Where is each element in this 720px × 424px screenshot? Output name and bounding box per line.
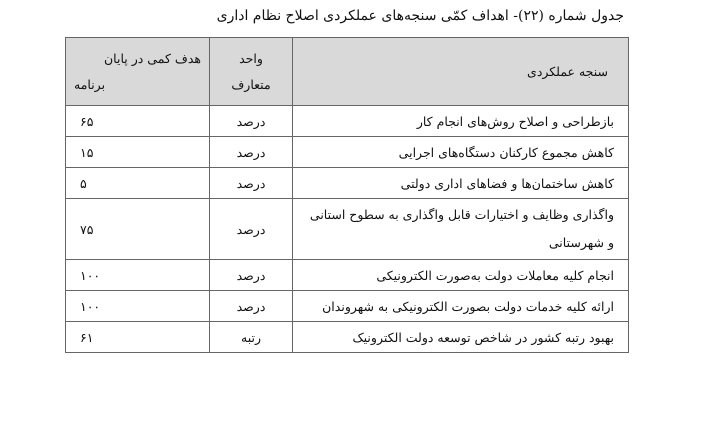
measure-cell: کاهش مجموع کارکنان دستگاه‌های اجرایی (293, 137, 629, 168)
target-cell: ۱۰۰ (66, 291, 210, 322)
header-target-line1: هدف کمی در پایان (104, 50, 201, 66)
table-caption: جدول شماره (۲۲)- اهداف کمّی سنجه‌های عملکردی اصلاح نظام اداری (216, 8, 624, 24)
header-row (66, 38, 629, 106)
table-row (66, 199, 629, 260)
table-row (66, 291, 629, 322)
table-row (66, 137, 629, 168)
table-row (66, 322, 629, 353)
measure-cell: انجام کلیه معاملات دولت به‌صورت الکترونیکی (293, 260, 629, 291)
table-row (66, 168, 629, 199)
header-unit-line1: واحد (239, 50, 263, 66)
target-cell: ۵ (66, 168, 210, 199)
measure-cell: ارائه کلیه خدمات دولت بصورت الکترونیکی به شهروندان (293, 291, 629, 322)
measure-cell: بازطراحی و اصلاح روش‌های انجام کار (293, 106, 629, 137)
performance-targets-table (65, 37, 629, 353)
target-cell: ۱۵ (66, 137, 210, 168)
unit-cell: درصد (210, 137, 293, 168)
header-unit-line2: متعارف (231, 76, 271, 92)
unit-cell: درصد (210, 291, 293, 322)
target-cell: ۷۵ (66, 199, 210, 260)
header-measure: سنجه عملکردی (293, 38, 629, 106)
unit-cell: درصد (210, 168, 293, 199)
table-row (66, 260, 629, 291)
unit-cell: رتبه (210, 322, 293, 353)
table-row (66, 106, 629, 137)
unit-cell: درصد (210, 199, 293, 260)
header-target (66, 38, 210, 106)
target-cell: ۶۵ (66, 106, 210, 137)
measure-cell: بهبود رتبه کشور در شاخص توسعه دولت الکترونیک (293, 322, 629, 353)
target-cell: ۱۰۰ (66, 260, 210, 291)
unit-cell: درصد (210, 106, 293, 137)
measure-cell: کاهش ساختمان‌ها و فضاهای اداری دولتی (293, 168, 629, 199)
header-unit (210, 38, 293, 106)
unit-cell: درصد (210, 260, 293, 291)
target-cell: ۶۱ (66, 322, 210, 353)
measure-cell: واگذاری وظایف و اختیارات قابل واگذاری به سطوح استانی و شهرستانی (293, 199, 629, 260)
header-target-line2: برنامه (74, 76, 106, 92)
